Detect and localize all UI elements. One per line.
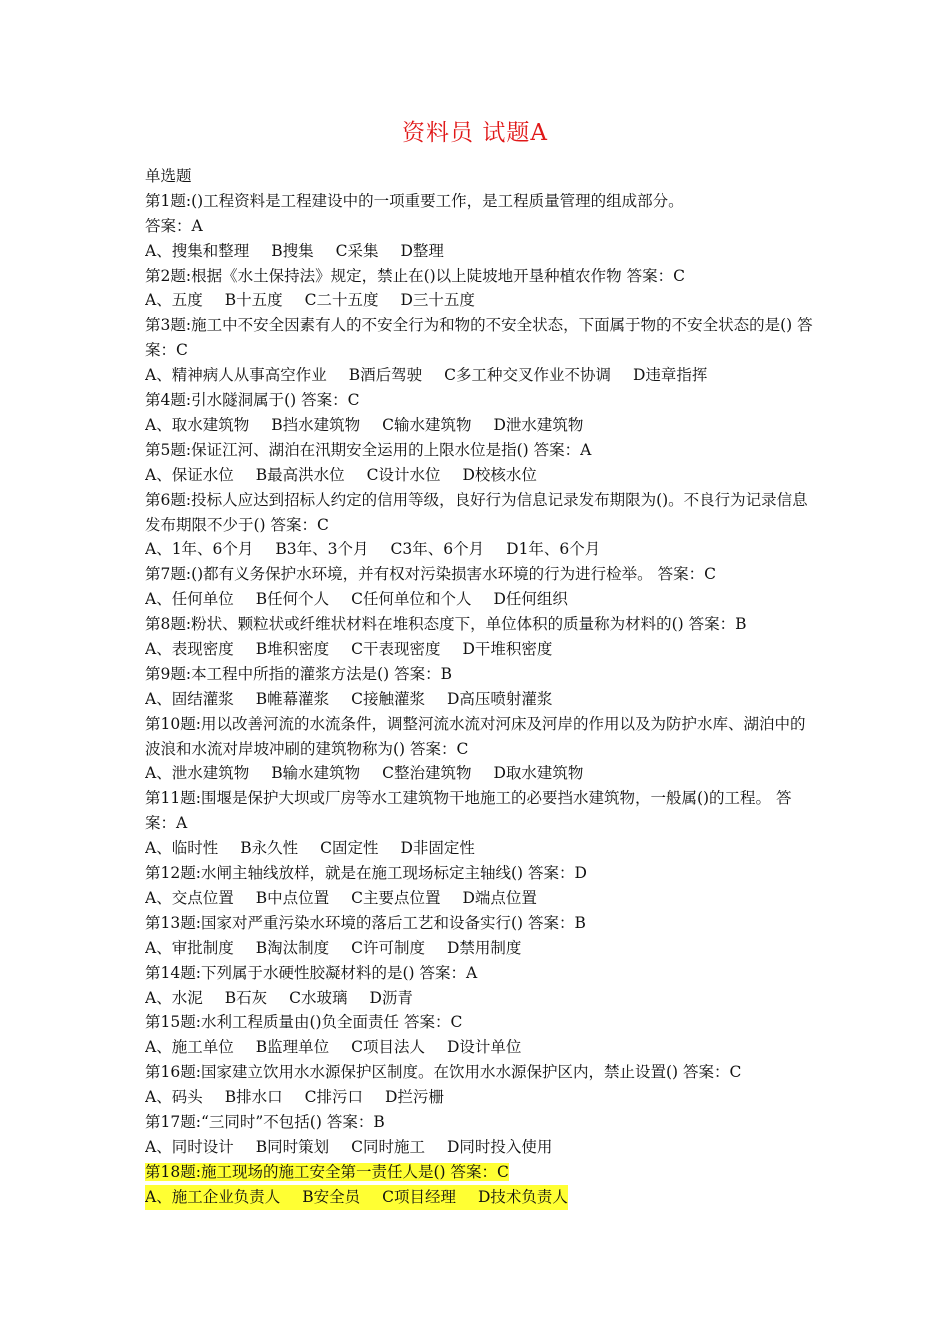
question-text: 第16题:国家建立饮用水水源保护区制度。在饮用水水源保护区内，禁止设置() 答案：C	[145, 1063, 742, 1082]
option-b: B任何个人	[255, 590, 330, 609]
highlighted-options-row	[145, 1185, 815, 1210]
question-list	[145, 164, 815, 1210]
options-row	[145, 761, 815, 786]
option-c: C项目法人	[351, 1038, 425, 1057]
option-a: A、保证水位	[145, 465, 234, 484]
question-text: 第13题:国家对严重污染水环境的落后工艺和设备实行() 答案：B	[145, 913, 586, 932]
option-a: A、1年、6个月	[145, 540, 254, 559]
options-highlight	[145, 1185, 568, 1210]
question-text: 第7题:()都有义务保护水环境，并有权对污染损害水环境的行为进行检举。 答案：C	[145, 565, 716, 584]
option-b: B中点位置	[255, 888, 330, 907]
section-heading: 单选题	[145, 167, 192, 185]
answer-text: 答案：A	[145, 216, 203, 235]
option-a: A、审批制度	[145, 938, 234, 957]
options-row	[145, 936, 815, 961]
option-d: D干堆积密度	[462, 639, 553, 658]
option-d: D非固定性	[400, 839, 475, 858]
options-row	[145, 986, 815, 1011]
question-text: 第17题:“三同时”不包括() 答案：B	[145, 1112, 385, 1131]
option-c: C二十五度	[304, 291, 379, 310]
option-c: C固定性	[320, 839, 379, 858]
option-c: C输水建筑物	[382, 415, 472, 434]
option-b: B搜集	[271, 241, 314, 260]
option-d: D高压喷射灌浆	[446, 689, 553, 708]
option-c: C多工种交叉作业不协调	[444, 366, 611, 385]
question-text-highlighted: 第18题:施工现场的施工安全第一责任人是() 答案：C	[145, 1162, 509, 1181]
option-c: C接触灌浆	[351, 689, 425, 708]
option-b: B永久性	[240, 839, 299, 858]
option-a: A、码头	[145, 1088, 203, 1107]
option-a: A、固结灌浆	[145, 689, 234, 708]
question-text: 第3题:施工中不安全因素有人的不安全行为和物的不安全状态，下面属于物的不安全状态的是() 答案：C	[145, 316, 813, 360]
options-row	[145, 1135, 815, 1160]
option-b: B排水口	[224, 1088, 283, 1107]
option-a: A、精神病人从事高空作业	[145, 366, 327, 385]
question-text: 第8题:粉状、颗粒状或纤维状材料在堆积态度下，单位体积的质量称为材料的() 答案：B	[145, 615, 747, 634]
option-d: D设计单位	[446, 1038, 522, 1057]
option-d: D整理	[400, 241, 444, 260]
option-c: C项目经理	[382, 1187, 456, 1206]
option-b: B挡水建筑物	[271, 415, 361, 434]
question-text: 第1题:()工程资料是工程建设中的一项重要工作，是工程质量管理的组成部分。	[145, 191, 684, 210]
option-c: C干表现密度	[351, 639, 441, 658]
option-a: A、取水建筑物	[145, 415, 250, 434]
option-b: B安全员	[302, 1187, 361, 1206]
option-a: A、交点位置	[145, 888, 234, 907]
option-a: A、水泥	[145, 988, 203, 1007]
option-c: C采集	[335, 241, 379, 260]
option-a: A、施工单位	[145, 1038, 234, 1057]
option-d: D取水建筑物	[493, 764, 584, 783]
option-d: D三十五度	[400, 291, 475, 310]
option-b: B帷幕灌浆	[255, 689, 330, 708]
option-a: A、泄水建筑物	[145, 764, 250, 783]
option-c: C任何单位和个人	[351, 590, 472, 609]
option-a: A、搜集和整理	[145, 241, 250, 260]
option-d: D同时投入使用	[446, 1137, 553, 1156]
option-d: D泄水建筑物	[493, 415, 584, 434]
option-c: C水玻璃	[289, 988, 348, 1007]
question-text: 第9题:本工程中所指的灌浆方法是() 答案：B	[145, 664, 452, 683]
question-text: 第14题:下列属于水硬性胶凝材料的是() 答案：A	[145, 963, 478, 982]
option-b: B最高洪水位	[255, 465, 345, 484]
question-text: 第5题:保证江河、湖泊在汛期安全运用的上限水位是指() 答案：A	[145, 440, 592, 459]
question-text: 第4题:引水隧洞属于() 答案：C	[145, 391, 360, 410]
options-row	[145, 537, 815, 562]
option-b: B淘汰制度	[255, 938, 330, 957]
option-a: A、临时性	[145, 839, 219, 858]
option-c: C同时施工	[351, 1137, 425, 1156]
question-text: 第12题:水闸主轴线放样，就是在施工现场标定主轴线() 答案：D	[145, 864, 587, 883]
option-c: C许可制度	[351, 938, 425, 957]
question-text: 第15题:水利工程质量由()负全面责任 答案：C	[145, 1013, 463, 1032]
option-a: A、施工企业负责人	[145, 1187, 281, 1206]
option-b: B十五度	[224, 291, 283, 310]
options-row	[145, 413, 815, 438]
option-d: D技术负责人	[477, 1187, 568, 1206]
options-row	[145, 239, 815, 264]
options-row	[145, 637, 815, 662]
options-row	[145, 886, 815, 911]
option-c: C设计水位	[366, 465, 441, 484]
options-row	[145, 836, 815, 861]
option-a: A、任何单位	[145, 590, 234, 609]
option-b: B输水建筑物	[271, 764, 361, 783]
option-b: B酒后驾驶	[348, 366, 423, 385]
options-row	[145, 587, 815, 612]
highlighted-question-row	[145, 1160, 815, 1185]
question-text: 第2题:根据《水土保持法》规定，禁止在()以上陡坡地开垦种植农作物 答案：C	[145, 266, 685, 285]
option-a: A、五度	[145, 291, 203, 310]
options-row	[145, 463, 815, 488]
option-a: A、同时设计	[145, 1137, 234, 1156]
option-b: B监理单位	[255, 1038, 330, 1057]
option-d: D沥青	[369, 988, 413, 1007]
question-text: 第6题:投标人应达到招标人约定的信用等级，良好行为信息记录发布期限为()。不良行为记录信息发布期限不少于() 答案：C	[145, 490, 808, 534]
option-d: D违章指挥	[632, 366, 708, 385]
page-title: 资料员 试题A	[402, 120, 548, 146]
option-c: C3年、6个月	[390, 540, 485, 559]
question-text: 第10题:用以改善河流的水流条件，调整河流水流对河床及河岸的作用以及为防护水库、湖泊中的波浪和水流对岸坡冲刷的建筑物称为() 答案：C	[145, 714, 806, 758]
option-b: B3年、3个月	[275, 540, 369, 559]
question-text: 第11题:围堰是保护大坝或厂房等水工建筑物干地施工的必要挡水建筑物，一般属()的工程。 答案：A	[145, 789, 792, 833]
option-d: D拦污栅	[384, 1088, 444, 1107]
options-row	[145, 1035, 815, 1060]
option-d: D禁用制度	[446, 938, 522, 957]
options-row	[145, 363, 815, 388]
option-c: C整治建筑物	[382, 764, 472, 783]
options-row	[145, 687, 815, 712]
option-b: B石灰	[224, 988, 268, 1007]
option-d: D1年、6个月	[506, 540, 601, 559]
option-d: D端点位置	[462, 888, 537, 907]
options-row	[145, 288, 815, 313]
option-c: C主要点位置	[351, 888, 441, 907]
option-b: B堆积密度	[255, 639, 330, 658]
options-row	[145, 1085, 815, 1110]
option-d: D校核水位	[462, 465, 537, 484]
option-b: B同时策划	[255, 1137, 330, 1156]
option-d: D任何组织	[493, 590, 568, 609]
option-a: A、表现密度	[145, 639, 234, 658]
option-c: C排污口	[304, 1088, 363, 1107]
